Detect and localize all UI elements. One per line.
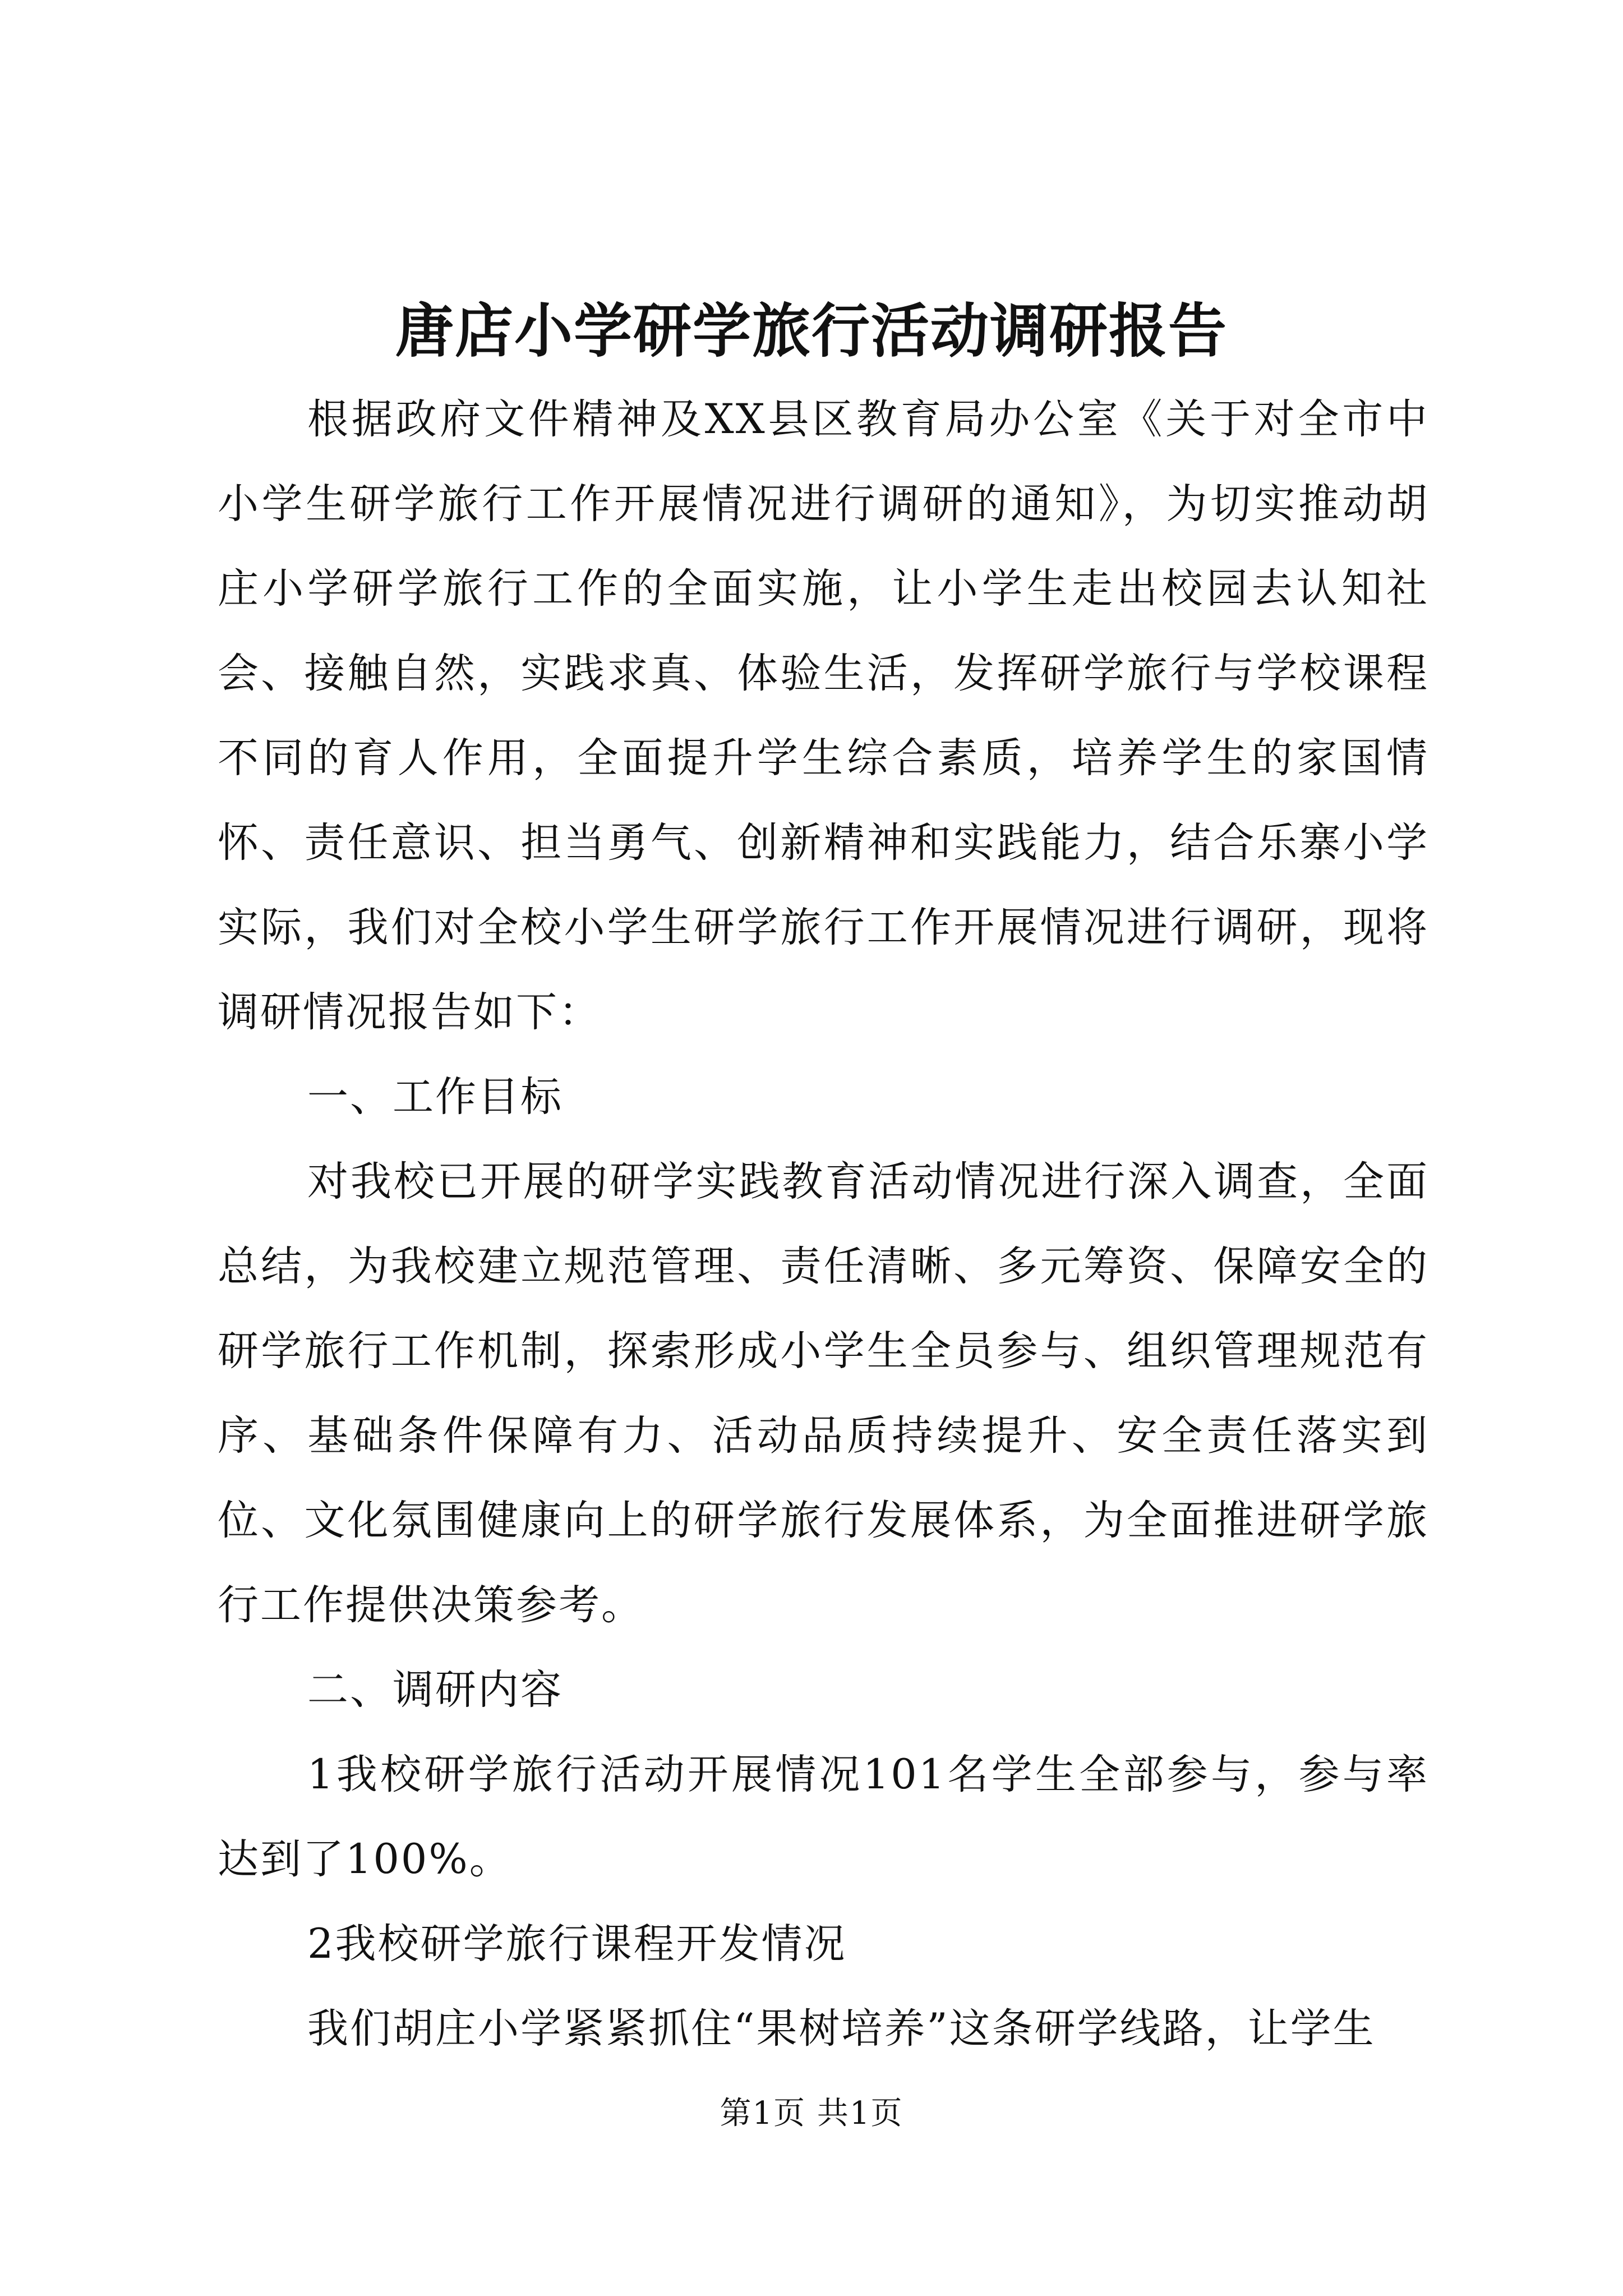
page-footer: 第1页 共1页: [720, 2095, 903, 2132]
content-item-2-body: 我们胡庄小学紧紧抓住“果树培养”这条研学线路，让学生: [307, 2005, 1376, 2053]
content-item-1: 1我校研学旅行活动开展情况101名学生全部参与，参与率达到了100%。: [218, 1751, 1429, 1883]
section-heading-goals: 一、工作目标: [307, 1073, 563, 1121]
intro-paragraph: 根据政府文件精神及XX县区教育局办公室《关于对全市中小学生研学旅行工作开展情况进行调研的通知》，为切实推动胡庄小学研学旅行工作的全面实施，让小学生走出校园去认知社会、接触自然，实践求真、体验生活，发挥研学旅行与学校课程不同的育人作用，全面提升学生综合素质，培养学生的家国情怀、责任意识、担当勇气、创新精神和实践能力，结合乐寨小学实际，我们对全校小学生研学旅行工作开展情况进行调研，现将调研情况报告如下：: [218, 395, 1429, 1036]
document-title: 唐店小学研学旅行活动调研报告: [395, 296, 1228, 365]
content-item-2: 2我校研学旅行课程开发情况: [307, 1920, 847, 1968]
section-heading-content: 二、调研内容: [307, 1666, 563, 1714]
goals-paragraph: 对我校已开展的研学实践教育活动情况进行深入调查，全面总结，为我校建立规范管理、责任清晰、多元筹资、保障安全的研学旅行工作机制，探索形成小学生全员参与、组织管理规范有序、基础条件保障有力、活动品质持续提升、安全责任落实到位、文化氛围健康向上的研学旅行发展体系，为全面推进研学旅行工作提供决策参考。: [218, 1158, 1429, 1629]
document-body: [218, 377, 1429, 2071]
